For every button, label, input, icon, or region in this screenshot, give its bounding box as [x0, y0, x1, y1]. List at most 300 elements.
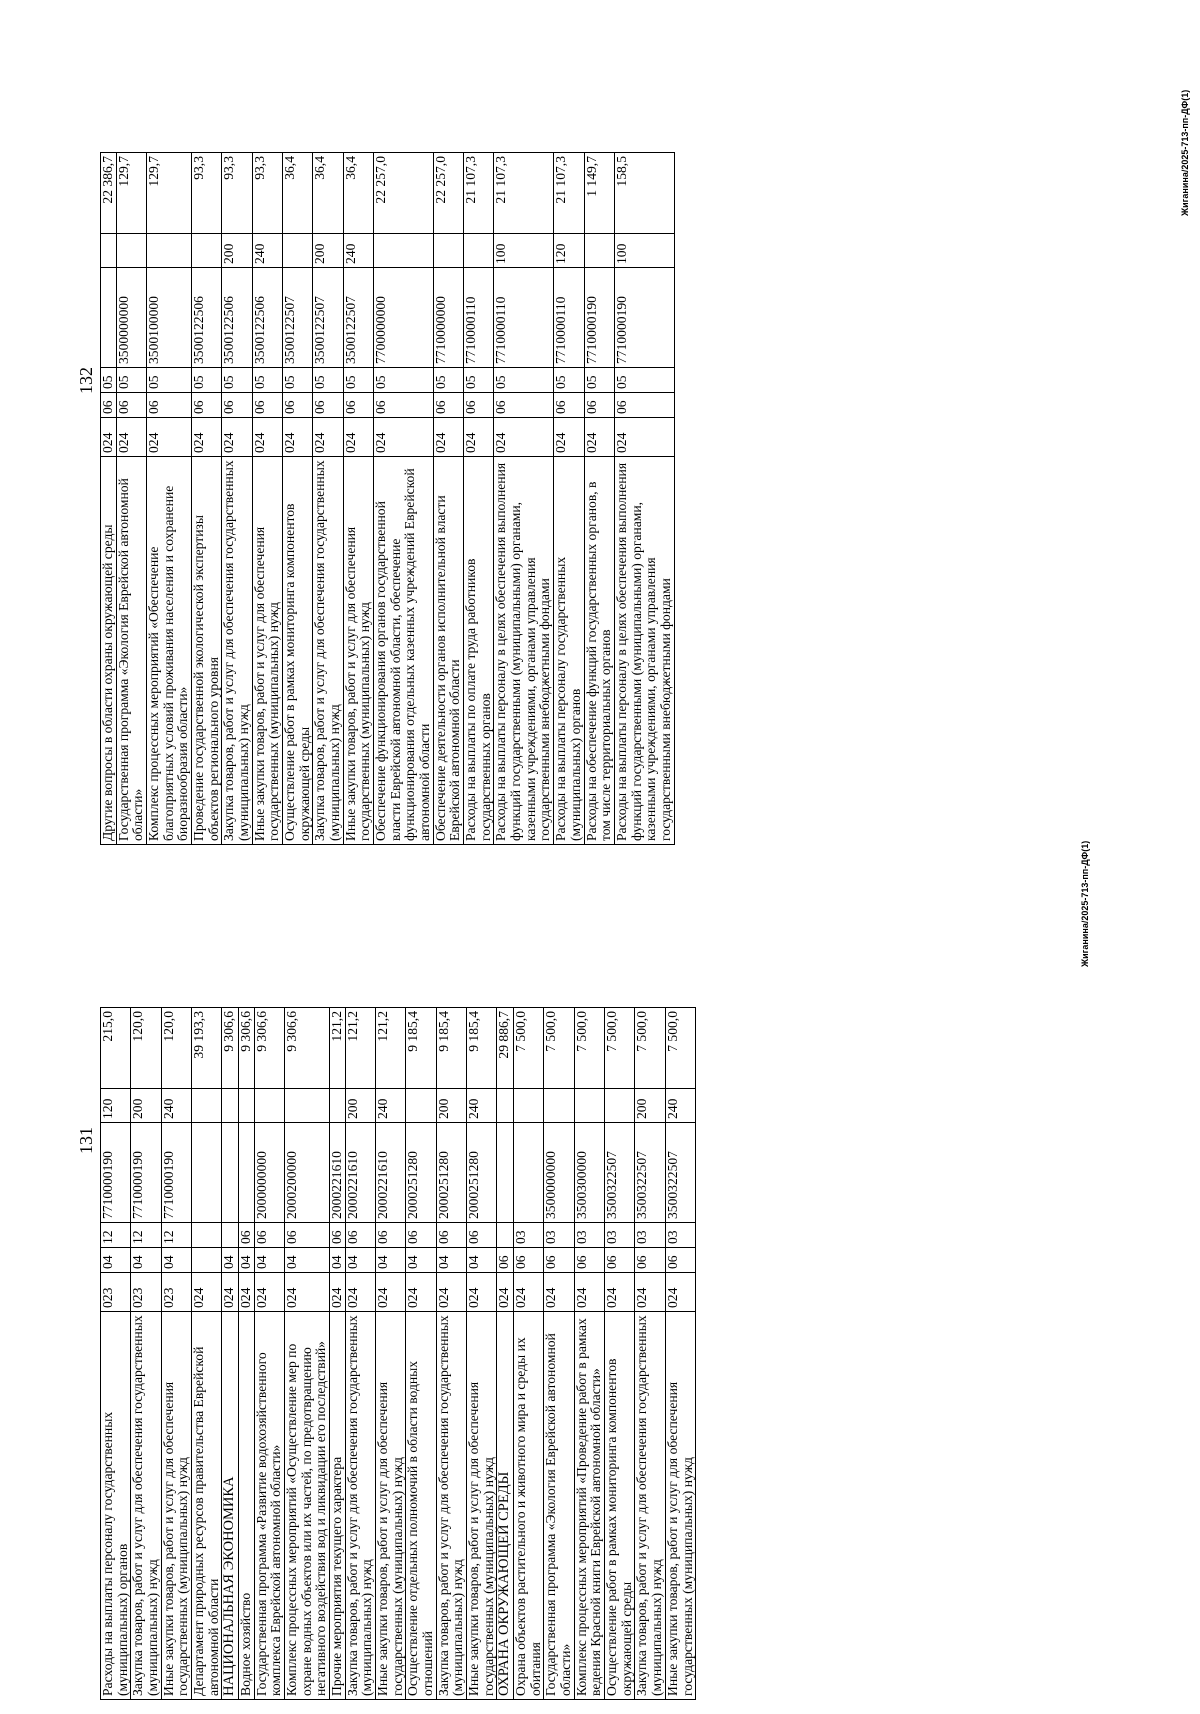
ved-code-cell: 024	[192, 418, 222, 457]
table-row	[252, 153, 282, 845]
pr-code-cell: 05	[116, 368, 146, 393]
ved-code-cell: 024	[497, 1273, 514, 1312]
csr-code-cell: 3500000000	[116, 268, 146, 368]
sum-cell: 93,3	[192, 153, 222, 234]
ved-code-cell: 024	[116, 418, 146, 457]
sum-cell: 121,2	[345, 1008, 375, 1089]
rz-code-cell: 04	[161, 1248, 191, 1273]
ved-code-cell: 024	[464, 418, 494, 457]
table-row	[330, 1008, 346, 1700]
sum-cell: 39 193,3	[192, 1008, 222, 1089]
ved-code-cell: 024	[313, 418, 343, 457]
csr-code-cell: 2000200000	[285, 1123, 330, 1223]
ved-code-cell: 024	[192, 1273, 222, 1312]
vr-code-cell: 240	[665, 1089, 695, 1123]
csr-code-cell: 3500100000	[147, 268, 192, 368]
sum-cell: 36,4	[283, 153, 313, 234]
row-name-cell: Обеспечение деятельности органов исполнительной власти Еврейской автономной области	[433, 457, 463, 845]
table-row	[497, 1008, 514, 1700]
vr-code-cell	[192, 1089, 222, 1123]
row-name-cell: Водное хозяйство	[239, 1312, 255, 1700]
csr-code-cell: 3500122506	[252, 268, 282, 368]
pr-code-cell: 05	[464, 368, 494, 393]
row-name-cell: Государственная программа «Экология Еврейской автономной области»	[116, 457, 146, 845]
csr-code-cell	[514, 1123, 544, 1223]
pr-code-cell: 05	[584, 368, 614, 393]
row-name-cell: Закупка товаров, работ и услуг для обеспечения государственных (муниципальных) нужд	[222, 457, 252, 845]
sum-cell: 22 386,7	[101, 153, 117, 234]
sum-cell: 121,2	[330, 1008, 346, 1089]
ved-code-cell: 024	[614, 418, 674, 457]
pr-code-cell: 05	[252, 368, 282, 393]
table-row	[374, 153, 434, 845]
pr-code-cell: 06	[376, 1223, 406, 1248]
row-name-cell: Иные закупки товаров, работ и услуг для обеспечения государственных (муниципальных) нужд	[665, 1312, 695, 1700]
rz-code-cell: 06	[614, 393, 674, 418]
rz-code-cell: 04	[131, 1248, 161, 1273]
rz-code-cell: 06	[252, 393, 282, 418]
table-row	[254, 1008, 284, 1700]
row-name-cell: Иные закупки товаров, работ и услуг для обеспечения государственных (муниципальных) нужд	[376, 1312, 406, 1700]
sum-cell: 22 257,0	[433, 153, 463, 234]
row-name-cell: Прочие мероприятия текущего характера	[330, 1312, 346, 1700]
pr-code-cell: 03	[544, 1223, 574, 1248]
ved-code-cell: 024	[239, 1273, 255, 1312]
sum-cell: 9 185,4	[406, 1008, 436, 1089]
rz-code-cell: 04	[436, 1248, 466, 1273]
table-row	[614, 153, 674, 845]
left-page-table-wrap	[100, 1007, 696, 1700]
rz-code-cell: 06	[554, 393, 584, 418]
sum-cell: 36,4	[313, 153, 343, 234]
vr-code-cell	[285, 1089, 330, 1123]
vr-code-cell	[497, 1089, 514, 1123]
vr-code-cell	[192, 234, 222, 268]
sum-cell: 7 500,0	[544, 1008, 574, 1089]
csr-code-cell	[222, 1123, 239, 1223]
sum-cell: 93,3	[222, 153, 252, 234]
row-name-cell: Иные закупки товаров, работ и услуг для обеспечения государственных (муниципальных) нужд	[161, 1312, 191, 1700]
table-row	[436, 1008, 466, 1700]
row-name-cell: Расходы на выплаты по оплате труда работников государственных органов	[464, 457, 494, 845]
sum-cell: 158,5	[614, 153, 674, 234]
vr-code-cell: 240	[343, 234, 373, 268]
ved-code-cell: 024	[554, 418, 584, 457]
table-row	[222, 153, 252, 845]
pr-code-cell: 03	[665, 1223, 695, 1248]
table-row	[192, 153, 222, 845]
pr-code-cell: 05	[101, 368, 117, 393]
pr-code-cell: 05	[494, 368, 554, 393]
vr-code-cell	[584, 234, 614, 268]
rz-code-cell: 06	[101, 393, 117, 418]
vr-code-cell	[374, 234, 434, 268]
sum-cell: 21 107,3	[554, 153, 584, 234]
csr-code-cell: 2000251280	[467, 1123, 497, 1223]
rz-code-cell: 04	[406, 1248, 436, 1273]
page-number-right: 132	[76, 367, 96, 394]
csr-code-cell: 2000251280	[406, 1123, 436, 1223]
csr-code-cell: 2000221610	[376, 1123, 406, 1223]
pr-code-cell: 05	[222, 368, 252, 393]
table-row	[101, 1008, 131, 1700]
ved-code-cell: 024	[222, 1273, 239, 1312]
vr-code-cell: 200	[635, 1089, 665, 1123]
footer-right: Жиганина/2025-713-пп-ДФ(1)	[1180, 89, 1190, 216]
pr-code-cell: 06	[254, 1223, 284, 1248]
pr-code-cell: 06	[330, 1223, 346, 1248]
csr-code-cell: 3500322507	[665, 1123, 695, 1223]
row-name-cell: Закупка товаров, работ и услуг для обеспечения государственных (муниципальных) нужд	[131, 1312, 161, 1700]
rz-code-cell: 06	[222, 393, 252, 418]
vr-code-cell	[283, 234, 313, 268]
row-name-cell: Закупка товаров, работ и услуг для обеспечения государственных (муниципальных) нужд	[345, 1312, 375, 1700]
row-name-cell: Комплекс процессных мероприятий «Осуществление мер по охране водных объектов или их частей, по предотвращению негативного воздействия вод и ликвидации его последствий»	[285, 1312, 330, 1700]
csr-code-cell	[192, 1123, 222, 1223]
pr-code-cell: 06	[345, 1223, 375, 1248]
rz-code-cell: 06	[147, 393, 192, 418]
rz-code-cell: 06	[313, 393, 343, 418]
vr-code-cell	[330, 1089, 346, 1123]
table-row	[433, 153, 463, 845]
sum-cell: 121,2	[376, 1008, 406, 1089]
ved-code-cell: 024	[345, 1273, 375, 1312]
table-row	[665, 1008, 695, 1700]
pr-code-cell: 12	[131, 1223, 161, 1248]
ved-code-cell: 024	[252, 418, 282, 457]
csr-code-cell: 7710000110	[554, 268, 584, 368]
table-row	[285, 1008, 330, 1700]
rz-code-cell: 06	[374, 393, 434, 418]
pr-code-cell: 05	[374, 368, 434, 393]
sum-cell: 120,0	[161, 1008, 191, 1089]
rz-code-cell: 04	[345, 1248, 375, 1273]
row-name-cell: ОХРАНА ОКРУЖАЮЩЕЙ СРЕДЫ	[497, 1312, 514, 1700]
ved-code-cell: 024	[467, 1273, 497, 1312]
vr-code-cell: 120	[554, 234, 584, 268]
ved-code-cell: 023	[101, 1273, 131, 1312]
rz-code-cell: 06	[494, 393, 554, 418]
ved-code-cell: 024	[494, 418, 554, 457]
ved-code-cell: 024	[544, 1273, 574, 1312]
vr-code-cell	[406, 1089, 436, 1123]
row-name-cell: Расходы на выплаты персоналу государственных (муниципальных) органов	[101, 1312, 131, 1700]
csr-code-cell	[101, 268, 117, 368]
pr-code-cell: 06	[406, 1223, 436, 1248]
row-name-cell: Другие вопросы в области охраны окружающей среды	[101, 457, 117, 845]
ved-code-cell: 024	[374, 418, 434, 457]
ved-code-cell: 023	[131, 1273, 161, 1312]
table-row	[635, 1008, 665, 1700]
pr-code-cell: 03	[574, 1223, 604, 1248]
ved-code-cell: 024	[635, 1273, 665, 1312]
sum-cell: 93,3	[252, 153, 282, 234]
rz-code-cell: 06	[192, 393, 222, 418]
vr-code-cell	[464, 234, 494, 268]
sum-cell: 9 185,4	[436, 1008, 466, 1089]
row-name-cell: Расходы на обеспечение функций государственных органов, в том числе территориальных органов	[584, 457, 614, 845]
pr-code-cell: 03	[514, 1223, 544, 1248]
rz-code-cell: 04	[239, 1248, 255, 1273]
csr-code-cell: 2000221610	[330, 1123, 346, 1223]
rz-code-cell: 06	[514, 1248, 544, 1273]
ved-code-cell: 024	[406, 1273, 436, 1312]
vr-code-cell: 240	[376, 1089, 406, 1123]
rz-code-cell: 06	[605, 1248, 635, 1273]
sum-cell: 21 107,3	[464, 153, 494, 234]
ved-code-cell: 024	[584, 418, 614, 457]
table-row	[467, 1008, 497, 1700]
left-table-body	[101, 1008, 696, 1700]
vr-code-cell	[222, 1089, 239, 1123]
csr-code-cell	[239, 1123, 255, 1223]
csr-code-cell	[497, 1123, 514, 1223]
ved-code-cell: 024	[514, 1273, 544, 1312]
pr-code-cell: 05	[343, 368, 373, 393]
table-row	[161, 1008, 191, 1700]
rz-code-cell: 06	[343, 393, 373, 418]
vr-code-cell	[101, 234, 117, 268]
pr-code-cell: 05	[192, 368, 222, 393]
ved-code-cell: 024	[330, 1273, 346, 1312]
row-name-cell: Осуществление работ в рамках мониторинга компонентов окружающей среды	[605, 1312, 635, 1700]
csr-code-cell: 2000221610	[345, 1123, 375, 1223]
ved-code-cell: 024	[433, 418, 463, 457]
table-row	[544, 1008, 574, 1700]
sum-cell: 7 500,0	[574, 1008, 604, 1089]
pr-code-cell: 05	[614, 368, 674, 393]
csr-code-cell: 3500000000	[544, 1123, 574, 1223]
ved-code-cell: 024	[605, 1273, 635, 1312]
sum-cell: 29 886,7	[497, 1008, 514, 1089]
vr-code-cell: 240	[161, 1089, 191, 1123]
pr-code-cell: 12	[101, 1223, 131, 1248]
vr-code-cell	[514, 1089, 544, 1123]
csr-code-cell: 2000251280	[436, 1123, 466, 1223]
ved-code-cell: 024	[101, 418, 117, 457]
pr-code-cell: 05	[283, 368, 313, 393]
csr-code-cell: 3500122507	[283, 268, 313, 368]
csr-code-cell: 7700000000	[374, 268, 434, 368]
rz-code-cell: 06	[497, 1248, 514, 1273]
vr-code-cell	[116, 234, 146, 268]
vr-code-cell: 240	[467, 1089, 497, 1123]
rz-code-cell: 04	[330, 1248, 346, 1273]
table-row	[376, 1008, 406, 1700]
rz-code-cell: 06	[116, 393, 146, 418]
row-name-cell: Расходы на выплаты персоналу государственных (муниципальных) органов	[554, 457, 584, 845]
row-name-cell: НАЦИОНАЛЬНАЯ ЭКОНОМИКА	[222, 1312, 239, 1700]
ved-code-cell: 024	[343, 418, 373, 457]
vr-code-cell	[574, 1089, 604, 1123]
table-row	[239, 1008, 255, 1700]
sum-cell: 129,7	[116, 153, 146, 234]
left-budget-table	[100, 1007, 696, 1700]
rz-code-cell: 06	[433, 393, 463, 418]
rz-code-cell: 06	[574, 1248, 604, 1273]
table-row	[584, 153, 614, 845]
row-name-cell: Комплекс процессных мероприятий «Проведение работ в рамках ведения Красной книги Еврейской автономной области»	[574, 1312, 604, 1700]
vr-code-cell: 100	[614, 234, 674, 268]
ved-code-cell: 023	[161, 1273, 191, 1312]
csr-code-cell: 3500122506	[222, 268, 252, 368]
sum-cell: 129,7	[147, 153, 192, 234]
rz-code-cell: 06	[544, 1248, 574, 1273]
rz-code-cell: 04	[467, 1248, 497, 1273]
sum-cell: 215,0	[101, 1008, 131, 1089]
sum-cell: 7 500,0	[514, 1008, 544, 1089]
row-name-cell: Закупка товаров, работ и услуг для обеспечения государственных (муниципальных) нужд	[635, 1312, 665, 1700]
rz-code-cell: 04	[376, 1248, 406, 1273]
csr-code-cell: 2000000000	[254, 1123, 284, 1223]
table-row	[131, 1008, 161, 1700]
csr-code-cell: 3500122507	[313, 268, 343, 368]
pr-code-cell: 03	[635, 1223, 665, 1248]
ved-code-cell: 024	[222, 418, 252, 457]
sum-cell: 21 107,3	[494, 153, 554, 234]
sum-cell: 22 257,0	[374, 153, 434, 234]
rz-code-cell: 06	[635, 1248, 665, 1273]
row-name-cell: Охрана объектов растительного и животного мира и среды их обитания	[514, 1312, 544, 1700]
row-name-cell: Департамент природных ресурсов правительства Еврейской автономной области	[192, 1312, 222, 1700]
sum-cell: 9 306,6	[239, 1008, 255, 1089]
pr-code-cell: 05	[433, 368, 463, 393]
row-name-cell: Государственная программа «Развитие водохозяйственного комплекса Еврейской автономной области»	[254, 1312, 284, 1700]
csr-code-cell: 3500300000	[574, 1123, 604, 1223]
ved-code-cell: 024	[436, 1273, 466, 1312]
sum-cell: 36,4	[343, 153, 373, 234]
row-name-cell: Осуществление работ в рамках мониторинга компонентов окружающей среды	[283, 457, 313, 845]
row-name-cell: Комплекс процессных мероприятий «Обеспечение благоприятных условий проживания населения и сохранение биоразнообразия области»	[147, 457, 192, 845]
right-page-table-wrap	[100, 152, 675, 845]
pr-code-cell: 06	[467, 1223, 497, 1248]
table-row	[514, 1008, 544, 1700]
sum-cell: 7 500,0	[665, 1008, 695, 1089]
vr-code-cell	[605, 1089, 635, 1123]
page-number-left: 131	[76, 1127, 96, 1154]
rz-code-cell: 06	[584, 393, 614, 418]
vr-code-cell: 200	[222, 234, 252, 268]
row-name-cell: Иные закупки товаров, работ и услуг для обеспечения государственных (муниципальных) нужд	[252, 457, 282, 845]
row-name-cell: Закупка товаров, работ и услуг для обеспечения государственных (муниципальных) нужд	[313, 457, 343, 845]
pr-code-cell	[222, 1223, 239, 1248]
pr-code-cell	[192, 1223, 222, 1248]
rz-code-cell: 04	[101, 1248, 131, 1273]
csr-code-cell: 7710000110	[464, 268, 494, 368]
table-row	[494, 153, 554, 845]
vr-code-cell	[544, 1089, 574, 1123]
vr-code-cell	[147, 234, 192, 268]
vr-code-cell	[239, 1089, 255, 1123]
row-name-cell: Иные закупки товаров, работ и услуг для обеспечения государственных (муниципальных) нужд	[343, 457, 373, 845]
table-row	[345, 1008, 375, 1700]
ved-code-cell: 024	[574, 1273, 604, 1312]
sum-cell: 9 306,6	[222, 1008, 239, 1089]
table-row	[147, 153, 192, 845]
row-name-cell: Обеспечение функционирования органов государственной власти Еврейской автономной области, обеспечение функционирования отдельных казенных учреждений Еврейской автономной области	[374, 457, 434, 845]
sum-cell: 120,0	[131, 1008, 161, 1089]
table-row	[116, 153, 146, 845]
ved-code-cell: 024	[147, 418, 192, 457]
pr-code-cell: 06	[285, 1223, 330, 1248]
rz-code-cell: 06	[464, 393, 494, 418]
vr-code-cell: 200	[131, 1089, 161, 1123]
row-name-cell: Иные закупки товаров, работ и услуг для обеспечения государственных (муниципальных) нужд	[467, 1312, 497, 1700]
table-row	[222, 1008, 239, 1700]
sum-cell: 1 149,7	[584, 153, 614, 234]
table-row	[406, 1008, 436, 1700]
table-row	[464, 153, 494, 845]
csr-code-cell: 3500122506	[192, 268, 222, 368]
csr-code-cell: 7710000110	[494, 268, 554, 368]
row-name-cell: Расходы на выплаты персоналу в целях обеспечения выполнения функций государственными (муниципальными) органами, казенными учреждениями, органами управления государственными внебюджетными фондами	[494, 457, 554, 845]
table-row	[313, 153, 343, 845]
rz-code-cell: 06	[283, 393, 313, 418]
rz-code-cell: 04	[254, 1248, 284, 1273]
pr-code-cell: 05	[147, 368, 192, 393]
pr-code-cell: 12	[161, 1223, 191, 1248]
row-name-cell: Проведение государственной экологической экспертизы объектов регионального уровня	[192, 457, 222, 845]
ved-code-cell: 024	[285, 1273, 330, 1312]
ved-code-cell: 024	[665, 1273, 695, 1312]
sum-cell: 7 500,0	[605, 1008, 635, 1089]
table-row	[101, 153, 117, 845]
row-name-cell: Закупка товаров, работ и услуг для обеспечения государственных (муниципальных) нужд	[436, 1312, 466, 1700]
vr-code-cell: 240	[252, 234, 282, 268]
table-row	[574, 1008, 604, 1700]
pr-code-cell: 03	[605, 1223, 635, 1248]
table-row	[283, 153, 313, 845]
csr-code-cell: 7710000190	[101, 1123, 131, 1223]
csr-code-cell: 7710000190	[131, 1123, 161, 1223]
vr-code-cell	[433, 234, 463, 268]
vr-code-cell: 200	[436, 1089, 466, 1123]
table-row	[192, 1008, 222, 1700]
sum-cell: 9 185,4	[467, 1008, 497, 1089]
sum-cell: 9 306,6	[285, 1008, 330, 1089]
table-row	[605, 1008, 635, 1700]
pr-code-cell: 05	[554, 368, 584, 393]
csr-code-cell: 3500322507	[635, 1123, 665, 1223]
right-table-body	[101, 153, 675, 845]
table-row	[343, 153, 373, 845]
csr-code-cell: 3500322507	[605, 1123, 635, 1223]
csr-code-cell: 3500122507	[343, 268, 373, 368]
csr-code-cell: 7710000190	[614, 268, 674, 368]
rz-code-cell: 06	[665, 1248, 695, 1273]
pr-code-cell: 06	[436, 1223, 466, 1248]
pr-code-cell	[497, 1223, 514, 1248]
csr-code-cell: 7710000000	[433, 268, 463, 368]
footer-left: Жиганина/2025-713-пп-ДФ(1)	[1080, 840, 1090, 967]
vr-code-cell: 200	[345, 1089, 375, 1123]
rz-code-cell	[192, 1248, 222, 1273]
right-budget-table	[100, 152, 675, 845]
vr-code-cell: 120	[101, 1089, 131, 1123]
sum-cell: 7 500,0	[635, 1008, 665, 1089]
row-name-cell: Расходы на выплаты персоналу в целях обеспечения выполнения функций государственными (муниципальными) органами, казенными учреждениями, органами управления государственными внебюджетными фондами	[614, 457, 674, 845]
rz-code-cell: 04	[285, 1248, 330, 1273]
vr-code-cell: 200	[313, 234, 343, 268]
table-row	[554, 153, 584, 845]
rz-code-cell: 04	[222, 1248, 239, 1273]
sum-cell: 9 306,6	[254, 1008, 284, 1089]
pr-code-cell: 06	[239, 1223, 255, 1248]
ved-code-cell: 024	[254, 1273, 284, 1312]
csr-code-cell: 7710000190	[584, 268, 614, 368]
pr-code-cell: 05	[313, 368, 343, 393]
vr-code-cell	[254, 1089, 284, 1123]
